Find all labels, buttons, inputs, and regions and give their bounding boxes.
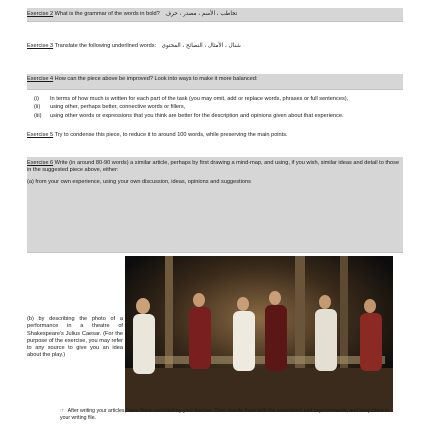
list-item-text: using other words or expressions that you think are better for the description and opinions given about that experience. (50, 112, 344, 119)
list-item-number: (iii) (34, 112, 42, 119)
exercise-4-text: How can the piece above be improved? Look into ways to make it more balanced: (53, 76, 258, 82)
list-item-number: (ii) (34, 104, 41, 111)
exercise-3-title: Exercise 3 (27, 43, 54, 49)
exercise-5-text: Try to condense this piece, to reduce it to around 100 words, while preserving the main points. (53, 132, 288, 138)
list-item-text: In terms of how much is written for each part of the task (you may omit, add or replace words, phrases or full sentences), (50, 96, 349, 102)
writing-note-text: After writing your articles, have them corrected by your teacher. Then rewrite them with the corrections and improvements, and keep them in your writing file. (60, 408, 390, 421)
list-item (27, 96, 397, 103)
exercise-2-title: Exercise 2 (27, 11, 54, 17)
exercise-2-text: What is the grammar of the words in bold? (53, 11, 160, 17)
exercise-4-title: Exercise 4 (27, 76, 54, 82)
list-item (27, 113, 397, 120)
list-item-number: (i) (34, 96, 39, 102)
exercise-5-title: Exercise 5 (27, 132, 54, 138)
list-item (27, 104, 397, 111)
exercise-3-text: Translate the following underlined words: (53, 43, 157, 49)
exercise-5 (27, 132, 402, 139)
exercise-6 (27, 160, 402, 186)
pointing-hand-icon: ☞ (60, 408, 65, 414)
list-item-text: using other, perhaps better, connective words or fillers, (50, 104, 186, 111)
exercise-3-arabic: شنال ، الأمثال ، النصائح ، المحتوى (161, 43, 241, 49)
exercise-6-part-b: (b) by describing the photo of a performance in a theatre of Shakespeare's Julius Caesar. (For the purpose of the exercise, you may refer to any source to give you an idea about the play.) (27, 316, 123, 359)
theatre-stage-image (125, 256, 393, 412)
exercise-6-text: Write (in around 80-90 words) a similar article, perhaps by first drawing a mind-map, and using, if you wish, similar ideas and detail to those in the suggested piece above, either: (27, 160, 400, 174)
exercise-3 (27, 43, 402, 50)
theatre-photo (125, 256, 393, 412)
exercise-6-part-a: (a) from your own experience, using your own discussion, ideas, opinions and suggestions (27, 178, 251, 185)
exercise-2-arabic: تخاطب ، الأسم ، مصدر ، حرف (165, 11, 238, 17)
exercise-4-list (27, 96, 397, 121)
exercise-6-title: Exercise 6 (27, 160, 54, 166)
exercise-2 (27, 11, 402, 18)
exercise-4 (27, 76, 402, 83)
writing-note (60, 408, 395, 422)
